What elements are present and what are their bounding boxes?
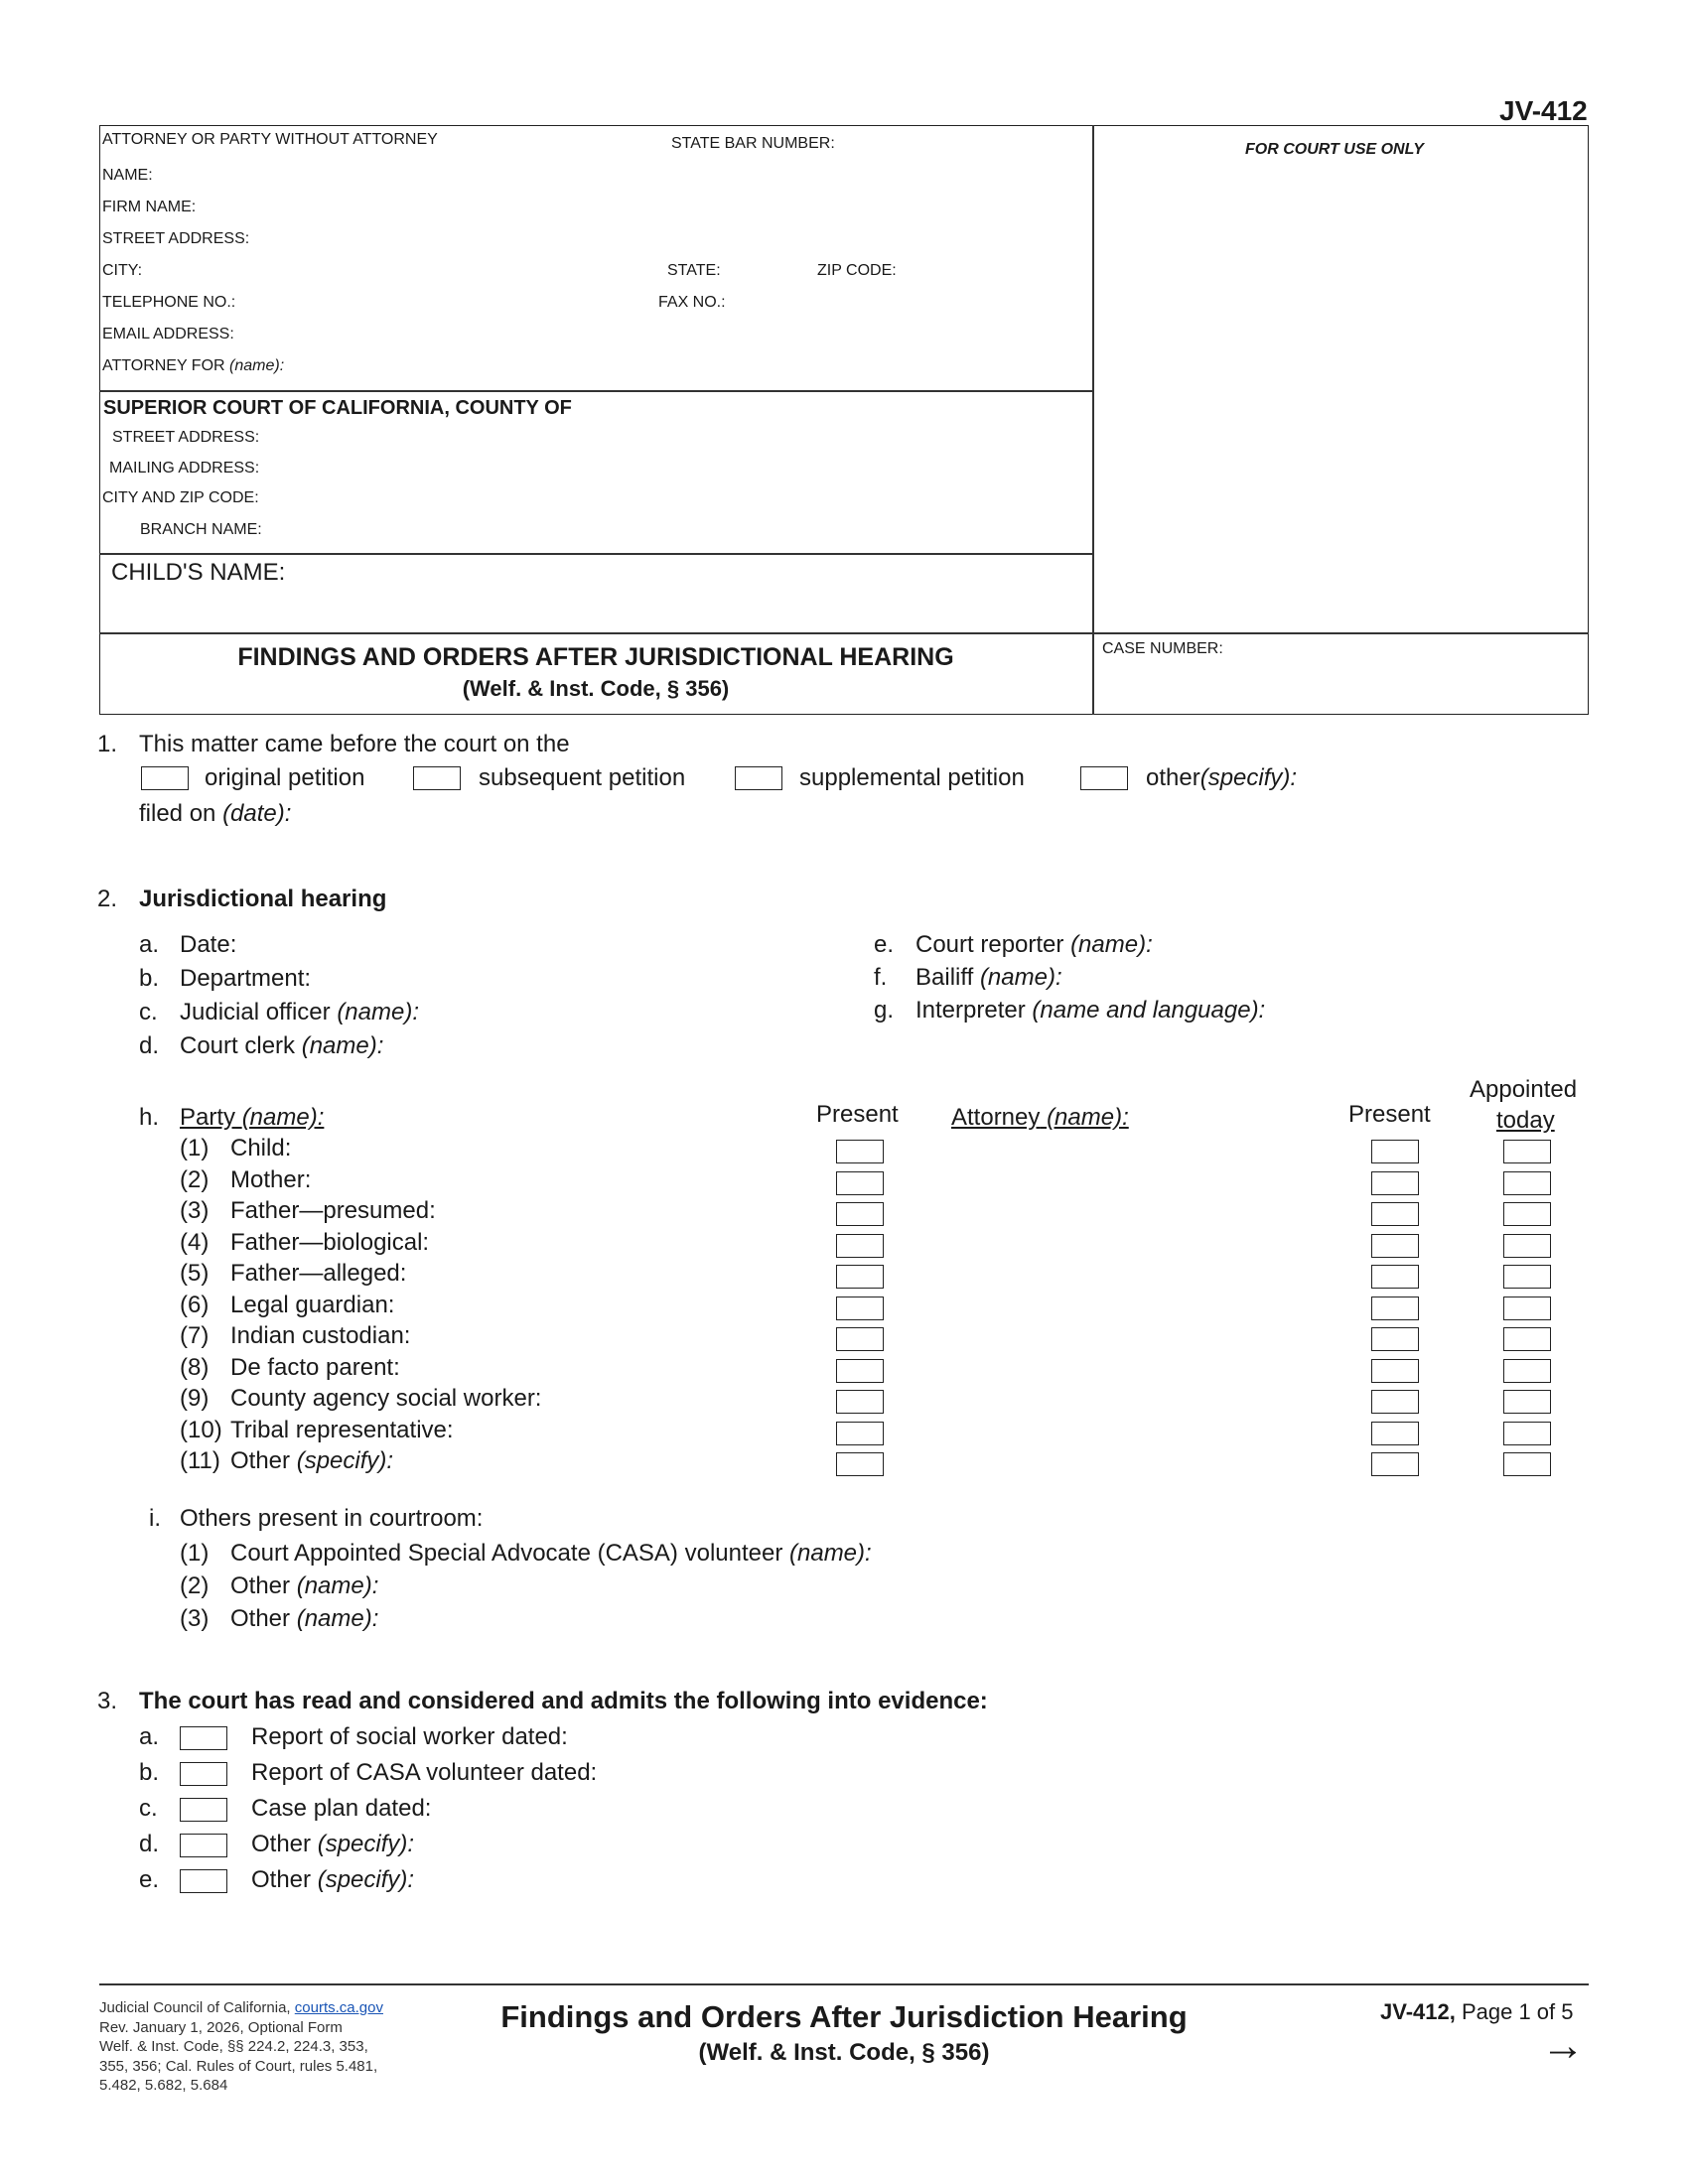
others-num-2: (3) <box>180 1605 210 1632</box>
appointed-today-checkbox[interactable] <box>1503 1390 1551 1414</box>
item2-right-letter-2: g. <box>874 997 895 1024</box>
party-num-0: (1) <box>180 1135 210 1161</box>
item1-text: This matter came before the court on the <box>139 731 570 757</box>
hearing-staff-1-hint: (name): <box>979 964 1062 991</box>
party-num-9: (10) <box>180 1416 222 1443</box>
footer-rev: Rev. January 1, 2026, Optional Form <box>99 2018 343 2036</box>
attorney-header-name-hint: (name): <box>1047 1104 1129 1131</box>
party-num-10: (11) <box>180 1447 220 1474</box>
attorney-present-checkbox[interactable] <box>1371 1202 1419 1226</box>
court-title: SUPERIOR COURT OF CALIFORNIA, COUNTY OF <box>103 397 572 419</box>
party-header-text: Party <box>180 1104 236 1131</box>
zip-code-label: ZIP CODE: <box>817 262 897 279</box>
evidence-label-2 <box>251 1795 431 1823</box>
party-label-1-text: Mother: <box>230 1165 312 1193</box>
others-num-1: (2) <box>180 1572 210 1599</box>
party-label-6-text: Indian custodian: <box>230 1322 411 1349</box>
filed-on-label <box>139 800 291 828</box>
others-label-1-text: Other <box>230 1572 291 1599</box>
party-num-7: (8) <box>180 1353 210 1381</box>
party-label-5-text: Legal guardian: <box>230 1291 395 1318</box>
party-label-10-text: Other <box>230 1447 291 1474</box>
attorney-present-checkbox[interactable] <box>1371 1390 1419 1414</box>
appointed-today-checkbox[interactable] <box>1503 1327 1551 1351</box>
party-label-9-text: Tribal representative: <box>230 1416 454 1443</box>
appointed-today-checkbox[interactable] <box>1503 1171 1551 1195</box>
subsequent-petition-checkbox[interactable] <box>413 766 461 790</box>
footer-title: Findings and Orders After Jurisdiction Hearing <box>500 1999 1188 2034</box>
evidence-label-1 <box>251 1759 597 1787</box>
party-present-checkbox[interactable] <box>836 1202 884 1226</box>
evidence-checkbox[interactable] <box>180 1762 227 1786</box>
attorney-present-checkbox[interactable] <box>1371 1359 1419 1383</box>
attorney-present-checkbox[interactable] <box>1371 1171 1419 1195</box>
street-address-label: STREET ADDRESS: <box>102 230 250 247</box>
hearing-staff-2-hint: (name and language): <box>1032 997 1266 1024</box>
hearing-detail-1-text: Department: <box>180 965 312 992</box>
court-street-label: STREET ADDRESS: <box>112 429 260 446</box>
hearing-detail-2 <box>180 999 419 1026</box>
others-label-0 <box>230 1540 872 1568</box>
original-petition-checkbox[interactable] <box>141 766 189 790</box>
hearing-detail-0 <box>180 931 236 959</box>
present-header-1: Present <box>816 1101 899 1128</box>
party-label-7 <box>230 1354 400 1382</box>
item2-letter-0: a. <box>139 931 160 958</box>
party-present-checkbox[interactable] <box>836 1297 884 1320</box>
firm-name-label: FIRM NAME: <box>102 199 197 215</box>
attorney-present-checkbox[interactable] <box>1371 1140 1419 1163</box>
evidence-label-4-hint: (specify): <box>317 1866 415 1893</box>
form-id: JV-412 <box>1499 95 1588 126</box>
attorney-label: ATTORNEY OR PARTY WITHOUT ATTORNEY <box>102 131 438 148</box>
other-petition-specify: (specify): <box>1199 764 1298 791</box>
party-present-checkbox[interactable] <box>836 1234 884 1258</box>
others-label-2-text: Other <box>230 1605 291 1632</box>
footer-codes-1: Welf. & Inst. Code, §§ 224.2, 224.3, 353, <box>99 2038 368 2055</box>
party-present-checkbox[interactable] <box>836 1452 884 1476</box>
hearing-detail-1 <box>180 965 311 993</box>
childs-name-label: CHILD'S NAME: <box>111 559 286 586</box>
evidence-checkbox[interactable] <box>180 1726 227 1750</box>
hearing-detail-2-text: Judicial officer <box>180 999 331 1025</box>
party-num-8: (9) <box>180 1385 210 1412</box>
party-label-1 <box>230 1166 311 1194</box>
evidence-label-0-text: Report of social worker dated: <box>251 1723 568 1750</box>
caption-frame <box>99 125 1589 715</box>
item1-number: 1. <box>97 731 118 757</box>
footer-council-text: Judicial Council of California, <box>99 1999 291 2016</box>
hearing-staff-1-text: Bailiff <box>915 964 974 991</box>
appointed-today-checkbox[interactable] <box>1503 1202 1551 1226</box>
appointed-today-checkbox[interactable] <box>1503 1297 1551 1320</box>
party-num-4: (5) <box>180 1260 210 1287</box>
footer-codes-3: 5.482, 5.682, 5.684 <box>99 2077 228 2094</box>
party-label-3 <box>230 1229 429 1257</box>
evidence-label-1-text: Report of CASA volunteer dated: <box>251 1759 598 1786</box>
party-label-10-hint: (specify): <box>296 1447 394 1474</box>
party-label-9 <box>230 1417 454 1444</box>
footer-rule <box>99 1983 1589 1985</box>
footer-subtitle: (Welf. & Inst. Code, § 356) <box>698 2039 990 2066</box>
party-header <box>180 1104 324 1132</box>
attorney-present-checkbox[interactable] <box>1371 1327 1419 1351</box>
hearing-staff-1 <box>915 964 1062 992</box>
party-label-5 <box>230 1292 394 1319</box>
party-present-checkbox[interactable] <box>836 1265 884 1289</box>
item2i-letter: i. <box>149 1505 161 1532</box>
evidence-label-0 <box>251 1723 568 1751</box>
party-label-10 <box>230 1447 393 1475</box>
caption-line-2 <box>99 553 1092 555</box>
hearing-detail-3 <box>180 1032 383 1060</box>
other-petition-checkbox[interactable] <box>1080 766 1128 790</box>
party-label-0 <box>230 1135 291 1162</box>
party-label-6 <box>230 1322 410 1350</box>
attorney-present-checkbox[interactable] <box>1371 1452 1419 1476</box>
party-num-2: (3) <box>180 1197 210 1224</box>
item2-right-letter-1: f. <box>874 964 888 991</box>
evidence-checkbox[interactable] <box>180 1869 227 1893</box>
item2-letter-3: d. <box>139 1032 160 1059</box>
party-num-5: (6) <box>180 1291 210 1318</box>
hearing-staff-2-text: Interpreter <box>915 997 1026 1024</box>
others-label-2 <box>230 1605 378 1633</box>
evidence-label-4-text: Other <box>251 1866 312 1893</box>
hearing-staff-0-text: Court reporter <box>915 931 1064 958</box>
others-present-label: Others present in courtroom: <box>180 1505 484 1532</box>
appointed-today-checkbox[interactable] <box>1503 1234 1551 1258</box>
others-label-0-text: Court Appointed Special Advocate (CASA) volunteer <box>230 1540 783 1567</box>
attorney-header <box>951 1104 1129 1132</box>
others-label-1-hint: (name): <box>296 1572 379 1599</box>
party-label-4 <box>230 1260 406 1288</box>
hearing-detail-3-text: Court clerk <box>180 1032 296 1059</box>
case-number-label: CASE NUMBER: <box>1102 640 1223 657</box>
evidence-letter-1: b. <box>139 1759 160 1786</box>
item2-number: 2. <box>97 886 118 912</box>
party-label-4-text: Father—alleged: <box>230 1260 407 1287</box>
party-present-checkbox[interactable] <box>836 1422 884 1445</box>
party-present-checkbox[interactable] <box>836 1359 884 1383</box>
court-mailing-label: MAILING ADDRESS: <box>109 460 260 477</box>
attorney-for-label <box>102 357 284 375</box>
item3-number: 3. <box>97 1688 118 1714</box>
attorney-present-checkbox[interactable] <box>1371 1265 1419 1289</box>
state-label: STATE: <box>667 262 721 279</box>
hearing-staff-0 <box>915 931 1153 959</box>
form-title: FINDINGS AND ORDERS AFTER JURISDICTIONAL HEARING <box>237 643 954 671</box>
party-label-7-text: De facto parent: <box>230 1353 400 1381</box>
telephone-label: TELEPHONE NO.: <box>102 294 236 311</box>
footer-codes-2: 355, 356; Cal. Rules of Court, rules 5.481, <box>99 2057 378 2075</box>
party-header-name-hint: (name): <box>241 1104 325 1131</box>
court-city-zip-label: CITY AND ZIP CODE: <box>102 489 259 506</box>
hearing-detail-0-text: Date: <box>180 931 237 958</box>
party-label-2-text: Father—presumed: <box>230 1197 436 1224</box>
city-label: CITY: <box>102 262 143 279</box>
other-petition-label <box>1146 764 1297 792</box>
party-num-6: (7) <box>180 1322 210 1349</box>
others-label-0-hint: (name): <box>789 1540 872 1567</box>
appointed-today-checkbox[interactable] <box>1503 1265 1551 1289</box>
appointed-today-checkbox[interactable] <box>1503 1422 1551 1445</box>
original-petition-label: original petition <box>205 764 365 791</box>
court-branch-label: BRANCH NAME: <box>140 521 262 538</box>
party-label-2 <box>230 1197 436 1225</box>
hearing-detail-3-hint: (name): <box>301 1032 384 1059</box>
item2-letter-1: b. <box>139 965 160 992</box>
evidence-checkbox[interactable] <box>180 1798 227 1822</box>
footer-page-number: Page 1 of 5 <box>1461 1999 1574 2024</box>
hearing-staff-2 <box>915 997 1265 1024</box>
others-label-1 <box>230 1572 378 1600</box>
attorney-header-text: Attorney <box>951 1104 1041 1131</box>
party-present-checkbox[interactable] <box>836 1390 884 1414</box>
present-header-2: Present <box>1348 1101 1431 1128</box>
caption-line-1 <box>99 390 1092 392</box>
footer-form-id: JV-412, <box>1380 1999 1456 2024</box>
evidence-letter-4: e. <box>139 1866 160 1893</box>
today-header: today <box>1496 1107 1555 1134</box>
party-label-0-text: Child: <box>230 1135 292 1161</box>
appointed-today-checkbox[interactable] <box>1503 1359 1551 1383</box>
evidence-letter-3: d. <box>139 1831 160 1857</box>
evidence-letter-2: c. <box>139 1795 158 1822</box>
item2-title: Jurisdictional hearing <box>139 886 387 912</box>
court-use-label: FOR COURT USE ONLY <box>1245 141 1424 158</box>
fax-label: FAX NO.: <box>658 294 726 311</box>
party-label-8 <box>230 1385 541 1413</box>
supplemental-petition-label: supplemental petition <box>799 764 1025 791</box>
next-page-arrow-icon[interactable]: → <box>1541 2021 1585 2070</box>
caption-divider <box>1092 125 1094 715</box>
footer-council <box>99 1998 383 2018</box>
attorney-for-name-hint: (name): <box>229 357 285 374</box>
filed-on-date-hint: (date): <box>222 800 292 827</box>
party-present-checkbox[interactable] <box>836 1327 884 1351</box>
others-label-2-hint: (name): <box>296 1605 379 1632</box>
subsequent-petition-label: subsequent petition <box>479 764 686 791</box>
name-label: NAME: <box>102 167 153 184</box>
supplemental-petition-checkbox[interactable] <box>735 766 782 790</box>
filed-on-text: filed on <box>139 800 216 827</box>
evidence-letter-0: a. <box>139 1723 160 1750</box>
form-subtitle: (Welf. & Inst. Code, § 356) <box>462 676 730 701</box>
party-present-checkbox[interactable] <box>836 1171 884 1195</box>
evidence-checkbox[interactable] <box>180 1834 227 1857</box>
attorney-present-checkbox[interactable] <box>1371 1234 1419 1258</box>
attorney-present-checkbox[interactable] <box>1371 1422 1419 1445</box>
courts-link[interactable]: courts.ca.gov <box>294 1999 383 2016</box>
hearing-detail-2-hint: (name): <box>337 999 419 1025</box>
evidence-label-4 <box>251 1866 414 1894</box>
attorney-for-text: ATTORNEY FOR <box>102 357 225 374</box>
appointed-header: Appointed <box>1470 1076 1578 1103</box>
item3-title: The court has read and considered and admits the following into evidence: <box>139 1688 988 1714</box>
party-num-3: (4) <box>180 1228 210 1256</box>
email-label: EMAIL ADDRESS: <box>102 326 234 342</box>
caption-line-3 <box>99 632 1589 634</box>
item2-letter-2: c. <box>139 999 158 1025</box>
item2h-letter: h. <box>139 1104 160 1131</box>
party-present-checkbox[interactable] <box>836 1140 884 1163</box>
evidence-label-3 <box>251 1831 414 1858</box>
evidence-label-3-text: Other <box>251 1831 312 1857</box>
evidence-label-3-hint: (specify): <box>317 1831 415 1857</box>
footer-info <box>99 1998 383 2096</box>
state-bar-number-label: STATE BAR NUMBER: <box>671 135 835 152</box>
party-label-8-text: County agency social worker: <box>230 1385 542 1412</box>
item2-right-letter-0: e. <box>874 931 895 958</box>
appointed-today-checkbox[interactable] <box>1503 1140 1551 1163</box>
attorney-present-checkbox[interactable] <box>1371 1297 1419 1320</box>
hearing-staff-0-hint: (name): <box>1070 931 1153 958</box>
other-petition-text: other <box>1146 764 1200 791</box>
appointed-today-checkbox[interactable] <box>1503 1452 1551 1476</box>
party-num-1: (2) <box>180 1165 210 1193</box>
others-num-0: (1) <box>180 1540 210 1567</box>
party-label-3-text: Father—biological: <box>230 1228 430 1256</box>
evidence-label-2-text: Case plan dated: <box>251 1795 432 1822</box>
